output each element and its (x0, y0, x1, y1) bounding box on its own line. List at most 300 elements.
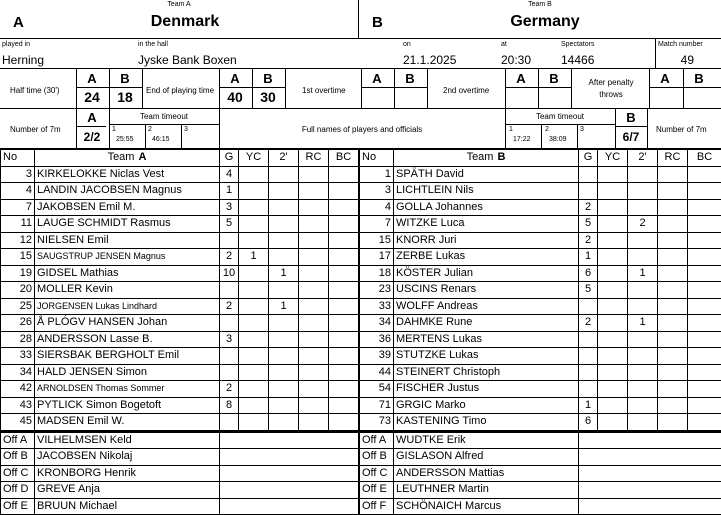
official-row (360, 498, 721, 515)
official-label: Off B (360, 449, 394, 466)
player-name: KÖSTER Julian (394, 265, 579, 282)
player-g: 10 (220, 265, 239, 282)
roster-header-row (1, 150, 359, 167)
player-name: SAUGSTRUP JENSEN Magnus (35, 249, 220, 266)
player-bc (688, 364, 721, 381)
official-empty (220, 498, 359, 515)
player-two (269, 282, 299, 299)
player-row (360, 331, 721, 348)
player-two (269, 414, 299, 432)
player-number: 45 (1, 414, 35, 432)
player-row (1, 166, 359, 183)
official-empty (220, 449, 359, 466)
player-number: 19 (1, 265, 35, 282)
player-g (579, 166, 598, 183)
player-number: 3 (1, 166, 35, 183)
date-label: on (403, 41, 411, 48)
player-two: 1 (269, 298, 299, 315)
official-row (1, 431, 359, 449)
player-g: 8 (220, 397, 239, 414)
end-playing-label: End of playing time (146, 86, 214, 95)
player-yc (598, 282, 628, 299)
player-two (628, 381, 658, 398)
spectators-value: 14466 (561, 53, 594, 67)
player-number: 34 (360, 315, 394, 332)
team-header-letter: A (138, 151, 146, 163)
team-b-7m-value: 6/7 (616, 130, 646, 144)
team-a-roster (0, 149, 359, 515)
team-a-caption: Team A (0, 1, 358, 8)
player-number: 1 (360, 166, 394, 183)
half-col-b: B (111, 71, 139, 86)
official-empty (220, 482, 359, 499)
player-g (579, 381, 598, 398)
player-two (269, 315, 299, 332)
official-label: Off B (1, 449, 35, 466)
player-bc (688, 265, 721, 282)
player-rc (658, 298, 688, 315)
penalty-throws-label: After penalty throws (580, 77, 642, 101)
player-bc (688, 298, 721, 315)
player-bc (688, 166, 721, 183)
player-row (1, 397, 359, 414)
player-g (220, 414, 239, 432)
official-row (1, 449, 359, 466)
player-number: 11 (1, 216, 35, 233)
player-rc (658, 331, 688, 348)
player-name: ANDERSSON Lasse B. (35, 331, 220, 348)
player-rc (299, 397, 329, 414)
player-g (220, 348, 239, 365)
hall-value: Jyske Bank Boxen (138, 53, 237, 67)
player-two: 1 (269, 265, 299, 282)
player-two (269, 216, 299, 233)
player-g (579, 183, 598, 200)
match-number-value: 49 (658, 53, 694, 67)
player-two: 2 (628, 216, 658, 233)
player-rc (299, 364, 329, 381)
player-yc (239, 397, 269, 414)
team-a-timeout-2-number: 2 (148, 126, 152, 133)
team-a-timeout-1-time: 25:55 (116, 136, 134, 143)
player-yc (598, 331, 628, 348)
player-yc (598, 232, 628, 249)
player-row (360, 166, 721, 183)
player-bc (688, 414, 721, 432)
player-name: MERTENS Lukas (394, 331, 579, 348)
team-b-caption: Team B (359, 1, 721, 8)
player-row (360, 265, 721, 282)
date-value: 21.1.2025 (403, 53, 456, 67)
pen-col-a: A (651, 71, 679, 86)
team-b-timeout-2-time: 38:09 (549, 136, 567, 143)
column-team-header (35, 150, 220, 167)
player-rc (299, 166, 329, 183)
player-name: STUTZKE Lukas (394, 348, 579, 365)
official-name: ANDERSSON Mattias (394, 465, 579, 482)
team-b-7m-label: Number of 7m (656, 125, 707, 134)
player-bc (688, 348, 721, 365)
team-a-7m-label: Number of 7m (10, 125, 61, 134)
official-row (360, 431, 721, 449)
player-bc (329, 166, 359, 183)
player-name: MOLLER Kevin (35, 282, 220, 299)
player-yc (598, 397, 628, 414)
column-two-header: 2' (269, 150, 299, 167)
player-name: GIDSEL Mathias (35, 265, 220, 282)
player-rc (658, 282, 688, 299)
end-col-a: A (221, 71, 249, 86)
player-rc (299, 216, 329, 233)
player-g: 2 (579, 199, 598, 216)
player-rc (299, 282, 329, 299)
official-name: WUDTKE Erik (394, 431, 579, 449)
full-names-label: Full names of players and officials (219, 125, 505, 134)
player-g (579, 364, 598, 381)
official-label: Off C (360, 465, 394, 482)
team-b-7m-letter: B (616, 110, 646, 125)
official-row (360, 449, 721, 466)
column-rc-header: RC (658, 150, 688, 167)
column-yc-header: YC (239, 150, 269, 167)
player-two (628, 232, 658, 249)
player-number: 36 (360, 331, 394, 348)
player-name: KNORR Juri (394, 232, 579, 249)
player-row (1, 183, 359, 200)
player-two (628, 414, 658, 432)
player-yc (239, 414, 269, 432)
team-b-letter: B (372, 14, 383, 31)
time-value: 20:30 (501, 53, 531, 67)
player-name: WOLFF Andreas (394, 298, 579, 315)
player-row (360, 249, 721, 266)
player-g: 2 (579, 232, 598, 249)
player-yc (598, 348, 628, 365)
official-empty (579, 465, 721, 482)
player-name: USCINS Renars (394, 282, 579, 299)
player-yc (598, 166, 628, 183)
player-rc (299, 298, 329, 315)
player-rc (299, 348, 329, 365)
player-name: ZERBE Lukas (394, 249, 579, 266)
player-number: 33 (360, 298, 394, 315)
player-name: LICHTLEIN Nils (394, 183, 579, 200)
player-g: 5 (220, 216, 239, 233)
pen-col-b: B (685, 71, 713, 86)
player-g (220, 364, 239, 381)
player-row (1, 381, 359, 398)
ot1-col-b: B (396, 71, 424, 86)
player-two (269, 199, 299, 216)
player-name: MADSEN Emil W. (35, 414, 220, 432)
player-rc (658, 216, 688, 233)
player-bc (329, 216, 359, 233)
player-g: 6 (579, 414, 598, 432)
match-number-label: Match number (658, 41, 703, 48)
roster-header-row (360, 150, 721, 167)
player-row (360, 364, 721, 381)
player-yc (239, 216, 269, 233)
player-number: 20 (1, 282, 35, 299)
end-score-b: 30 (254, 89, 282, 105)
player-number: 39 (360, 348, 394, 365)
player-yc (239, 232, 269, 249)
player-number: 3 (360, 183, 394, 200)
spectators-label: Spectators (561, 41, 594, 48)
player-number: 23 (360, 282, 394, 299)
player-bc (329, 183, 359, 200)
player-g: 6 (579, 265, 598, 282)
player-name: DAHMKE Rune (394, 315, 579, 332)
player-yc (239, 183, 269, 200)
player-row (1, 232, 359, 249)
player-rc (658, 183, 688, 200)
column-yc-header: YC (598, 150, 628, 167)
player-name: HALD JENSEN Simon (35, 364, 220, 381)
player-bc (688, 381, 721, 398)
player-bc (329, 282, 359, 299)
player-bc (688, 199, 721, 216)
official-empty (579, 482, 721, 499)
player-rc (299, 315, 329, 332)
official-empty (579, 498, 721, 515)
player-rc (658, 265, 688, 282)
player-bc (688, 397, 721, 414)
team-b-timeout-2-number: 2 (545, 126, 549, 133)
player-name: SIERSBAK BERGHOLT Emil (35, 348, 220, 365)
time-label: at (501, 41, 507, 48)
player-two (628, 249, 658, 266)
player-bc (329, 249, 359, 266)
player-name: SPÄTH David (394, 166, 579, 183)
player-number: 44 (360, 364, 394, 381)
team-a-timeout-3-number: 3 (184, 126, 188, 133)
player-bc (329, 331, 359, 348)
official-label: Off E (360, 482, 394, 499)
player-two: 1 (628, 265, 658, 282)
column-team-header (394, 150, 579, 167)
player-two (269, 348, 299, 365)
hall-label: in the hall (138, 41, 168, 48)
player-row (360, 315, 721, 332)
column-bc-header: BC (329, 150, 359, 167)
player-rc (299, 414, 329, 432)
player-g: 2 (220, 249, 239, 266)
column-no-header: No (1, 150, 35, 167)
player-two (269, 232, 299, 249)
player-yc (598, 265, 628, 282)
half-col-a: A (78, 71, 106, 86)
player-bc (329, 364, 359, 381)
player-two: 1 (628, 315, 658, 332)
player-g: 5 (579, 282, 598, 299)
player-two (628, 199, 658, 216)
player-two (269, 364, 299, 381)
official-label: Off A (360, 431, 394, 449)
player-bc (329, 315, 359, 332)
player-rc (658, 364, 688, 381)
player-g: 3 (220, 331, 239, 348)
player-name: PYTLICK Simon Bogetoft (35, 397, 220, 414)
team-b-roster (359, 149, 721, 515)
player-name: NIELSEN Emil (35, 232, 220, 249)
player-g: 5 (579, 216, 598, 233)
player-two (269, 331, 299, 348)
player-row (360, 348, 721, 365)
player-two (628, 364, 658, 381)
player-yc (598, 199, 628, 216)
team-a-timeout-label: Team timeout (109, 112, 219, 121)
player-name: WITZKE Luca (394, 216, 579, 233)
player-two (628, 348, 658, 365)
player-rc (299, 331, 329, 348)
player-row (1, 249, 359, 266)
player-two (628, 183, 658, 200)
official-empty (220, 431, 359, 449)
player-g: 1 (579, 397, 598, 414)
player-number: 12 (1, 232, 35, 249)
player-number: 7 (1, 199, 35, 216)
official-row (360, 482, 721, 499)
player-rc (658, 232, 688, 249)
player-number: 7 (360, 216, 394, 233)
player-rc (299, 249, 329, 266)
team-a-timeout-2-time: 46:15 (152, 136, 170, 143)
player-bc (329, 414, 359, 432)
player-number: 15 (1, 249, 35, 266)
player-yc (598, 183, 628, 200)
team-b-timeout-label: Team timeout (505, 112, 615, 121)
player-g (220, 282, 239, 299)
team-b-timeout-3-number: 3 (580, 126, 584, 133)
end-score-a: 40 (221, 89, 249, 105)
player-name: KASTENING Timo (394, 414, 579, 432)
player-rc (658, 414, 688, 432)
player-g (220, 232, 239, 249)
player-bc (329, 397, 359, 414)
official-empty (579, 431, 721, 449)
column-no-header: No (360, 150, 394, 167)
player-rc (658, 381, 688, 398)
player-g: 3 (220, 199, 239, 216)
player-bc (329, 199, 359, 216)
player-rc (658, 348, 688, 365)
player-bc (688, 315, 721, 332)
player-row (1, 265, 359, 282)
official-name: GREVE Anja (35, 482, 220, 499)
player-yc (598, 381, 628, 398)
player-number: 17 (360, 249, 394, 266)
player-bc (688, 282, 721, 299)
official-empty (579, 449, 721, 466)
player-rc (299, 381, 329, 398)
player-yc: 1 (239, 249, 269, 266)
player-yc (598, 414, 628, 432)
column-g-header: G (579, 150, 598, 167)
player-g (579, 331, 598, 348)
player-yc (598, 249, 628, 266)
player-number: 43 (1, 397, 35, 414)
official-name: KRONBORG Henrik (35, 465, 220, 482)
player-yc (598, 315, 628, 332)
official-label: Off C (1, 465, 35, 482)
player-name: STEINERT Christoph (394, 364, 579, 381)
player-bc (329, 232, 359, 249)
player-name: Å PLÓGV HANSEN Johan (35, 315, 220, 332)
player-row (1, 282, 359, 299)
player-row (360, 381, 721, 398)
official-name: GISLASON Alfred (394, 449, 579, 466)
official-row (1, 482, 359, 499)
player-name: JORGENSEN Lukas Lindhard (35, 298, 220, 315)
ot1-label: 1st overtime (302, 86, 346, 95)
player-yc (239, 282, 269, 299)
team-b-name: Germany (460, 13, 630, 31)
player-bc (329, 298, 359, 315)
end-col-b: B (254, 71, 282, 86)
official-name: LEUTHNER Martin (394, 482, 579, 499)
player-number: 71 (360, 397, 394, 414)
player-row (360, 298, 721, 315)
player-name: LAUGE SCHMIDT Rasmus (35, 216, 220, 233)
player-two (628, 331, 658, 348)
player-g: 1 (220, 183, 239, 200)
player-rc (658, 166, 688, 183)
player-two (269, 249, 299, 266)
player-yc (239, 381, 269, 398)
player-row (1, 298, 359, 315)
ot2-col-b: B (540, 71, 568, 86)
player-name: ARNOLDSEN Thomas Sommer (35, 381, 220, 398)
player-yc (598, 216, 628, 233)
player-bc (688, 183, 721, 200)
player-row (360, 216, 721, 233)
official-name: VILHELMSEN Keld (35, 431, 220, 449)
player-name: KIRKELOKKE Niclas Vest (35, 166, 220, 183)
team-a-timeout-1-number: 1 (112, 126, 116, 133)
player-two (269, 397, 299, 414)
player-bc (329, 348, 359, 365)
player-row (360, 414, 721, 432)
official-label: Off A (1, 431, 35, 449)
column-g-header: G (220, 150, 239, 167)
player-g: 1 (579, 249, 598, 266)
half-score-b: 18 (111, 89, 139, 105)
player-yc (239, 364, 269, 381)
team-header-letter: B (497, 151, 505, 163)
player-yc (239, 315, 269, 332)
player-number: 42 (1, 381, 35, 398)
player-number: 54 (360, 381, 394, 398)
team-a-7m-letter: A (78, 110, 106, 125)
player-number: 15 (360, 232, 394, 249)
player-number: 26 (1, 315, 35, 332)
team-a-7m-value: 2/2 (78, 130, 106, 144)
player-yc (239, 331, 269, 348)
player-bc (329, 381, 359, 398)
official-row (360, 465, 721, 482)
player-g (579, 348, 598, 365)
player-bc (688, 331, 721, 348)
player-name: LANDIN JACOBSEN Magnus (35, 183, 220, 200)
player-name: GRGIC Marko (394, 397, 579, 414)
player-two (628, 282, 658, 299)
player-g: 4 (220, 166, 239, 183)
player-bc (329, 265, 359, 282)
player-g: 2 (579, 315, 598, 332)
player-rc (299, 183, 329, 200)
player-g: 2 (220, 381, 239, 398)
